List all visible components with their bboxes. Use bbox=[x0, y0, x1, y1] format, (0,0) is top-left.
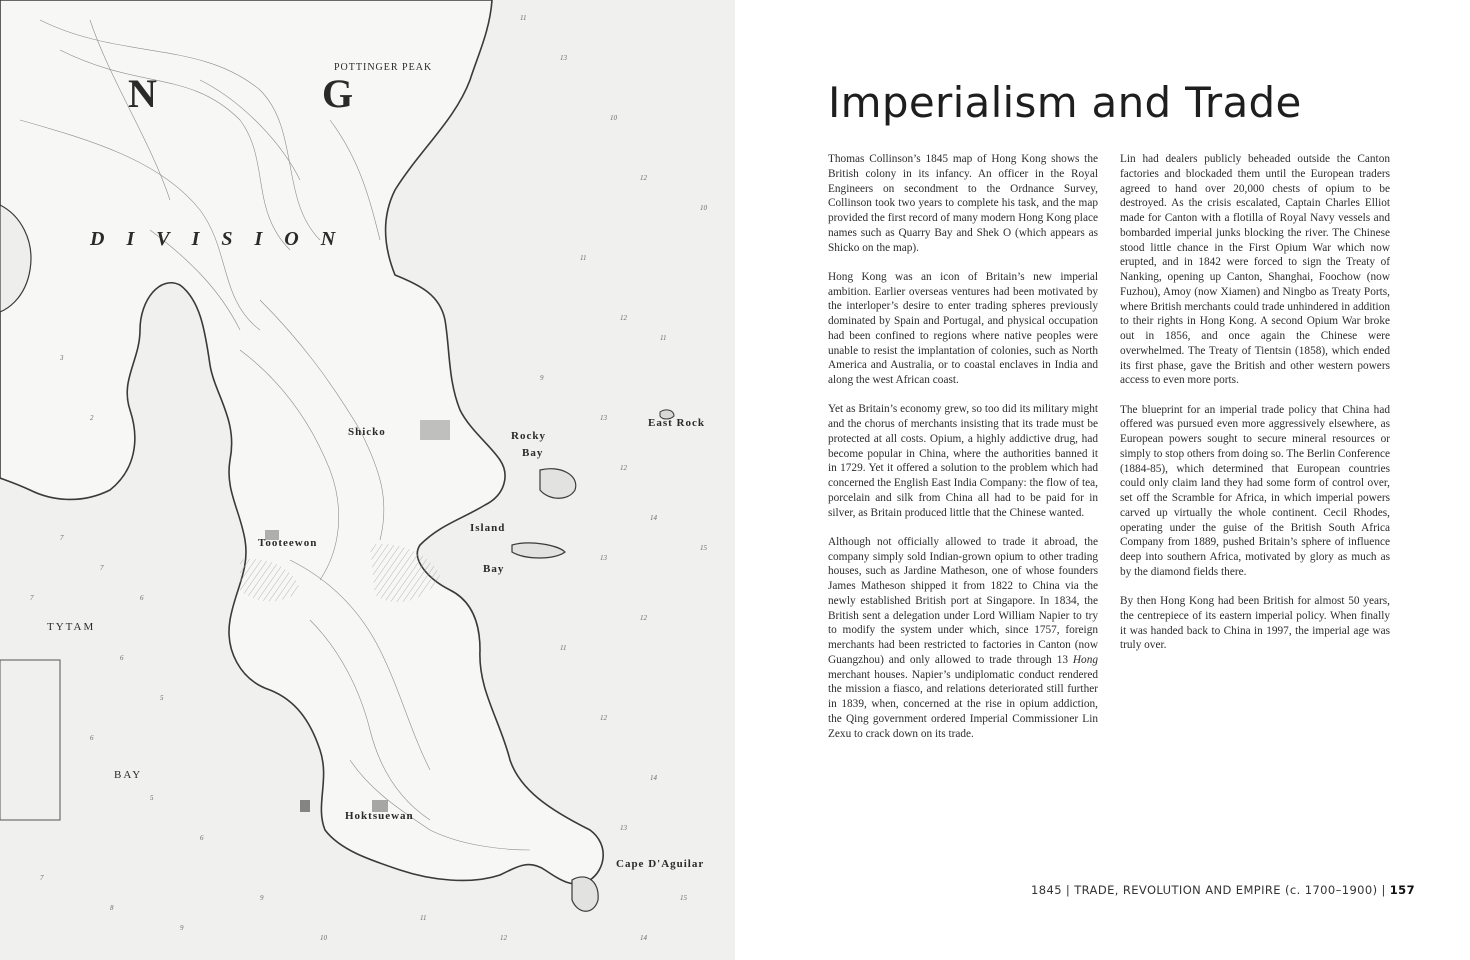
svg-text:14: 14 bbox=[640, 934, 647, 942]
map-label-g: G bbox=[322, 71, 356, 116]
paragraph: Hong Kong was an icon of Britain’s new imperial ambition. Earlier overseas ventures had been motivated by the interloper’s desire to enter trading spheres previously dominated by Spain and Portugal, and physical occupation had been confined to regions where native peoples were unable to resist the implantation of colonies, such as North America and Australia, or to coastal enclaves in India and along the west African coast. bbox=[828, 270, 1098, 386]
island-small bbox=[512, 543, 565, 558]
text-column-right bbox=[1120, 152, 1390, 668]
italic-term: Hong bbox=[1072, 653, 1098, 666]
map-label-tytam: TYTAM bbox=[47, 621, 96, 633]
map-label-rocky: Rocky bbox=[511, 430, 546, 442]
svg-text:13: 13 bbox=[600, 554, 607, 562]
svg-text:5: 5 bbox=[160, 694, 164, 702]
svg-text:9: 9 bbox=[180, 924, 184, 932]
footer-separator: | bbox=[1381, 883, 1386, 897]
paragraph-text: merchant houses. Napier’s undiplomatic conduct rendered the mission a fiasco, and relations deteriorated still further in 1839, when, concerned at the rise in opium addiction, the Qing government ordered Imperial Commissioner Lin Zexu to crack down on its trade. bbox=[828, 668, 1098, 740]
footer-section: TRADE, REVOLUTION AND EMPIRE (c. 1700–1900) bbox=[1074, 883, 1378, 897]
paragraph: Yet as Britain’s economy grew, so too did its military might and the chorus of merchants insisting that its trade must be protected at all costs. Opium, a highly addictive drug, had become popular in China, where the authorities banned it in 1729. Yet it offered a solution to the problem which had concerned the English East India Company: the flow of tea, porcelain and silk from China all had to be paid for in silver, as Britain produced little that the Chinese wanted. bbox=[828, 403, 1098, 519]
svg-text:2: 2 bbox=[90, 414, 94, 422]
svg-text:7: 7 bbox=[40, 874, 44, 882]
paragraph bbox=[828, 535, 1098, 742]
svg-text:11: 11 bbox=[420, 914, 427, 922]
running-footer bbox=[1031, 883, 1415, 897]
svg-text:12: 12 bbox=[620, 314, 627, 322]
paragraph: Lin had dealers publicly beheaded outside the Canton factories and blockaded them until the European traders agreed to hand over 20,000 chests of opium to be destroyed. As the crisis escalated, Captain Charles Elliot made for Canton with a flotilla of Royal Navy vessels and bombarded imperial junks blocking the river. The Chinese stood little chance in the First Opium War which now erupted, and in 1842 were forced to sign the Treaty of Nanking, opening up Canton, Shanghai, Foochow (now Fuzhou), Amoy (now Xiamen) and Ningbo as Treaty Ports, where British merchants could trade unhindered in addition to their rights in Hong Kong. A second Opium War broke out in 1856, and once again the Chinese were overwhelmed. The Treaty of Tientsin (1858), which ended its first phase, gave the British and other western powers access to even more ports. bbox=[1120, 153, 1390, 387]
svg-text:7: 7 bbox=[100, 564, 104, 572]
svg-text:15: 15 bbox=[700, 544, 707, 552]
map-label-shicko: Shicko bbox=[348, 426, 386, 438]
svg-text:11: 11 bbox=[660, 334, 667, 342]
svg-text:11: 11 bbox=[520, 14, 527, 22]
svg-text:12: 12 bbox=[500, 934, 507, 942]
svg-text:12: 12 bbox=[640, 174, 647, 182]
landmass bbox=[0, 0, 603, 884]
island-rocky-bay bbox=[540, 469, 576, 499]
map-label-cape-daguilar: Cape D'Aguilar bbox=[616, 858, 705, 870]
text-page bbox=[735, 0, 1470, 960]
text-column-left bbox=[828, 152, 1098, 756]
svg-text:13: 13 bbox=[600, 414, 607, 422]
map-label-pottinger-peak: POTTINGER PEAK bbox=[334, 62, 433, 73]
page-number: 157 bbox=[1389, 883, 1415, 897]
map-label-bay-island: Bay bbox=[483, 563, 505, 575]
svg-text:10: 10 bbox=[700, 204, 707, 212]
svg-text:13: 13 bbox=[560, 54, 567, 62]
footer-separator: | bbox=[1065, 883, 1071, 897]
paragraph: Thomas Collinson’s 1845 map of Hong Kong shows the British colony in its infancy. An officer in the Royal Engineers on secondment to the Ordnance Survey, Collinson took two years to complete his task, and the map provided the first record of many modern Hong Kong place names such as Quarry Bay and Shek O (which appears as Shicko on the map). bbox=[828, 153, 1098, 254]
svg-text:12: 12 bbox=[620, 464, 627, 472]
svg-text:11: 11 bbox=[580, 254, 587, 262]
map-label-bay-tytam: BAY bbox=[114, 769, 143, 781]
svg-text:13: 13 bbox=[620, 824, 627, 832]
svg-text:14: 14 bbox=[650, 514, 657, 522]
svg-text:9: 9 bbox=[260, 894, 264, 902]
svg-text:11: 11 bbox=[560, 644, 567, 652]
footer-year: 1845 bbox=[1031, 883, 1062, 897]
svg-text:3: 3 bbox=[60, 354, 64, 362]
svg-text:8: 8 bbox=[110, 904, 114, 912]
svg-text:6: 6 bbox=[200, 834, 204, 842]
svg-text:7: 7 bbox=[60, 534, 64, 542]
map-label-tooteewon: Tooteewon bbox=[258, 537, 318, 549]
svg-text:10: 10 bbox=[320, 934, 327, 942]
svg-text:14: 14 bbox=[650, 774, 657, 782]
map-label-division: DIVISION bbox=[90, 228, 358, 250]
svg-text:6: 6 bbox=[120, 654, 124, 662]
paragraph: The blueprint for an imperial trade policy that China had offered was pursued even more aggressively elsewhere, as European powers sought to secure mineral resources or simply to stop others from doing so. The Berlin Conference (1884-85), which determined that European countries could only claim land they had some form of control over, set off the Scramble for Africa, in which imperial powers carved up virtually the whole continent. Cecil Rhodes, operating under the guise of the British South Africa Company from 1889, pushed Britain’s sphere of influence deep into southern Africa, motivated by glory as much as by the diamond fields there. bbox=[1120, 403, 1390, 578]
map-label-n: N bbox=[128, 71, 159, 116]
map-label-island: Island bbox=[470, 522, 506, 534]
svg-text:6: 6 bbox=[140, 594, 144, 602]
svg-text:15: 15 bbox=[680, 894, 687, 902]
svg-text:5: 5 bbox=[150, 794, 154, 802]
svg-text:9: 9 bbox=[540, 374, 544, 382]
svg-text:10: 10 bbox=[610, 114, 617, 122]
svg-text:6: 6 bbox=[90, 734, 94, 742]
paragraph: By then Hong Kong had been British for almost 50 years, the centrepiece of its eastern imperial policy. When finally it was handed back to China in 1997, the imperial age was truly over. bbox=[1120, 595, 1390, 652]
map-label-bay-rocky: Bay bbox=[522, 447, 544, 459]
paragraph-text: Although not officially allowed to trade it abroad, the company simply sold Indian-grown opium to other trading houses, such as Jardine Matheson, one of whose founders James Matheson shipped it from 1822 to China via the newly established British port at Singapore. In 1834, the British sent a delegation under Lord William Napier to try to modify the system under which, since 1757, foreign merchants had been restricted to factories in Canton (now Guangzhou) and only allowed to trade through 13 bbox=[828, 535, 1098, 666]
article-title: Imperialism and Trade bbox=[828, 78, 1302, 127]
map-label-hoktsuewan: Hoktsuewan bbox=[345, 810, 414, 822]
svg-text:12: 12 bbox=[640, 614, 647, 622]
svg-text:7: 7 bbox=[30, 594, 34, 602]
map-label-east-rock: East Rock bbox=[648, 417, 705, 429]
svg-text:12: 12 bbox=[600, 714, 607, 722]
